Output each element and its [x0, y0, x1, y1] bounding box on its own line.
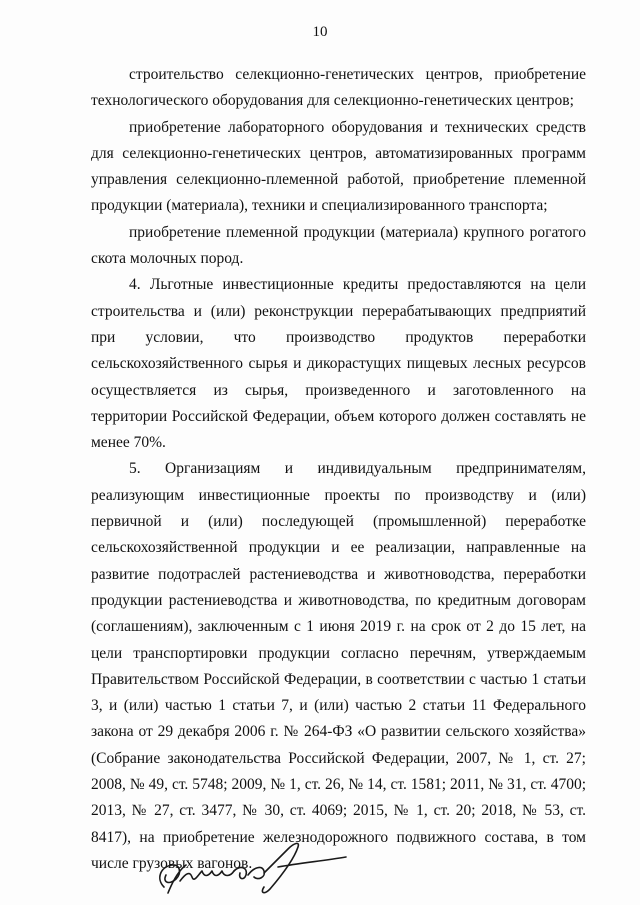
paragraph-5: 5. Организациям и индивидуальным предпринимателям, реализующим инвестиционные проекты по производству и (или) первичной и (или) последующей (промышленной) переработке сельскохозяйственной продукции и ее реализации, направленные на развитие подотраслей растениеводства и животноводства, переработки продукции растениеводства и животноводства, по кредитным договорам (соглашениям), заключенным с 1 июня 2019 г. на срок от 2 до 15 лет, на цели транспортировки продукции согласно перечням, утверждаемым Правительством Российской Федерации, в соответствии с частью 1 статьи 3, и (или) частью 1 статьи 7, и (или) частью 2 статьи 11 Федерального закона от 29 декабря 2006 г. № 264-ФЗ «О развитии сельского хозяйства» (Собрание законодательства Российской Федерации, 2007, № 1, ст. 27; 2008, № 49, ст. 5748; 2009, № 1, ст. 26, № 14, ст. 1581; 2011, № 31, ст. 4700; 2013, № 27, ст. 3477, № 30, ст. 4069; 2015, № 1, ст. 20; 2018, № 53, ст. 8417), на приобретение железнодорожного подвижного состава, в том числе грузовых вагонов. [91, 460, 586, 872]
paragraph-2: приобретение лабораторного оборудования и технических средств для селекционно-генетических центров, автоматизированных программ управления селекционно-племенной работой, приобретение племенной продукции (материала), техники и специализированного транспорта; [91, 118, 586, 215]
paragraph-3: приобретение племенной продукции (материала) крупного рогатого скота молочных пород. [91, 223, 586, 268]
paragraph-4: 4. Льготные инвестиционные кредиты предоставляются на цели строительства и (или) реконструкции перерабатывающих предприятий при условии, что производство продуктов переработки сельскохозяйственного сырья и дикорастущих пищевых лесных ресурсов осуществляется из сырья, произведенного и заготовленного на территории Российской Федерации, объем которого должен составлять не менее 70%. [91, 276, 586, 452]
paragraph-1: строительство селекционно-генетических центров, приобретение технологического оборудования для селекционно-генетических центров; [91, 66, 586, 110]
handwritten-signature-icon [150, 835, 360, 900]
page-number: 10 [312, 24, 328, 40]
document-body [91, 62, 586, 877]
